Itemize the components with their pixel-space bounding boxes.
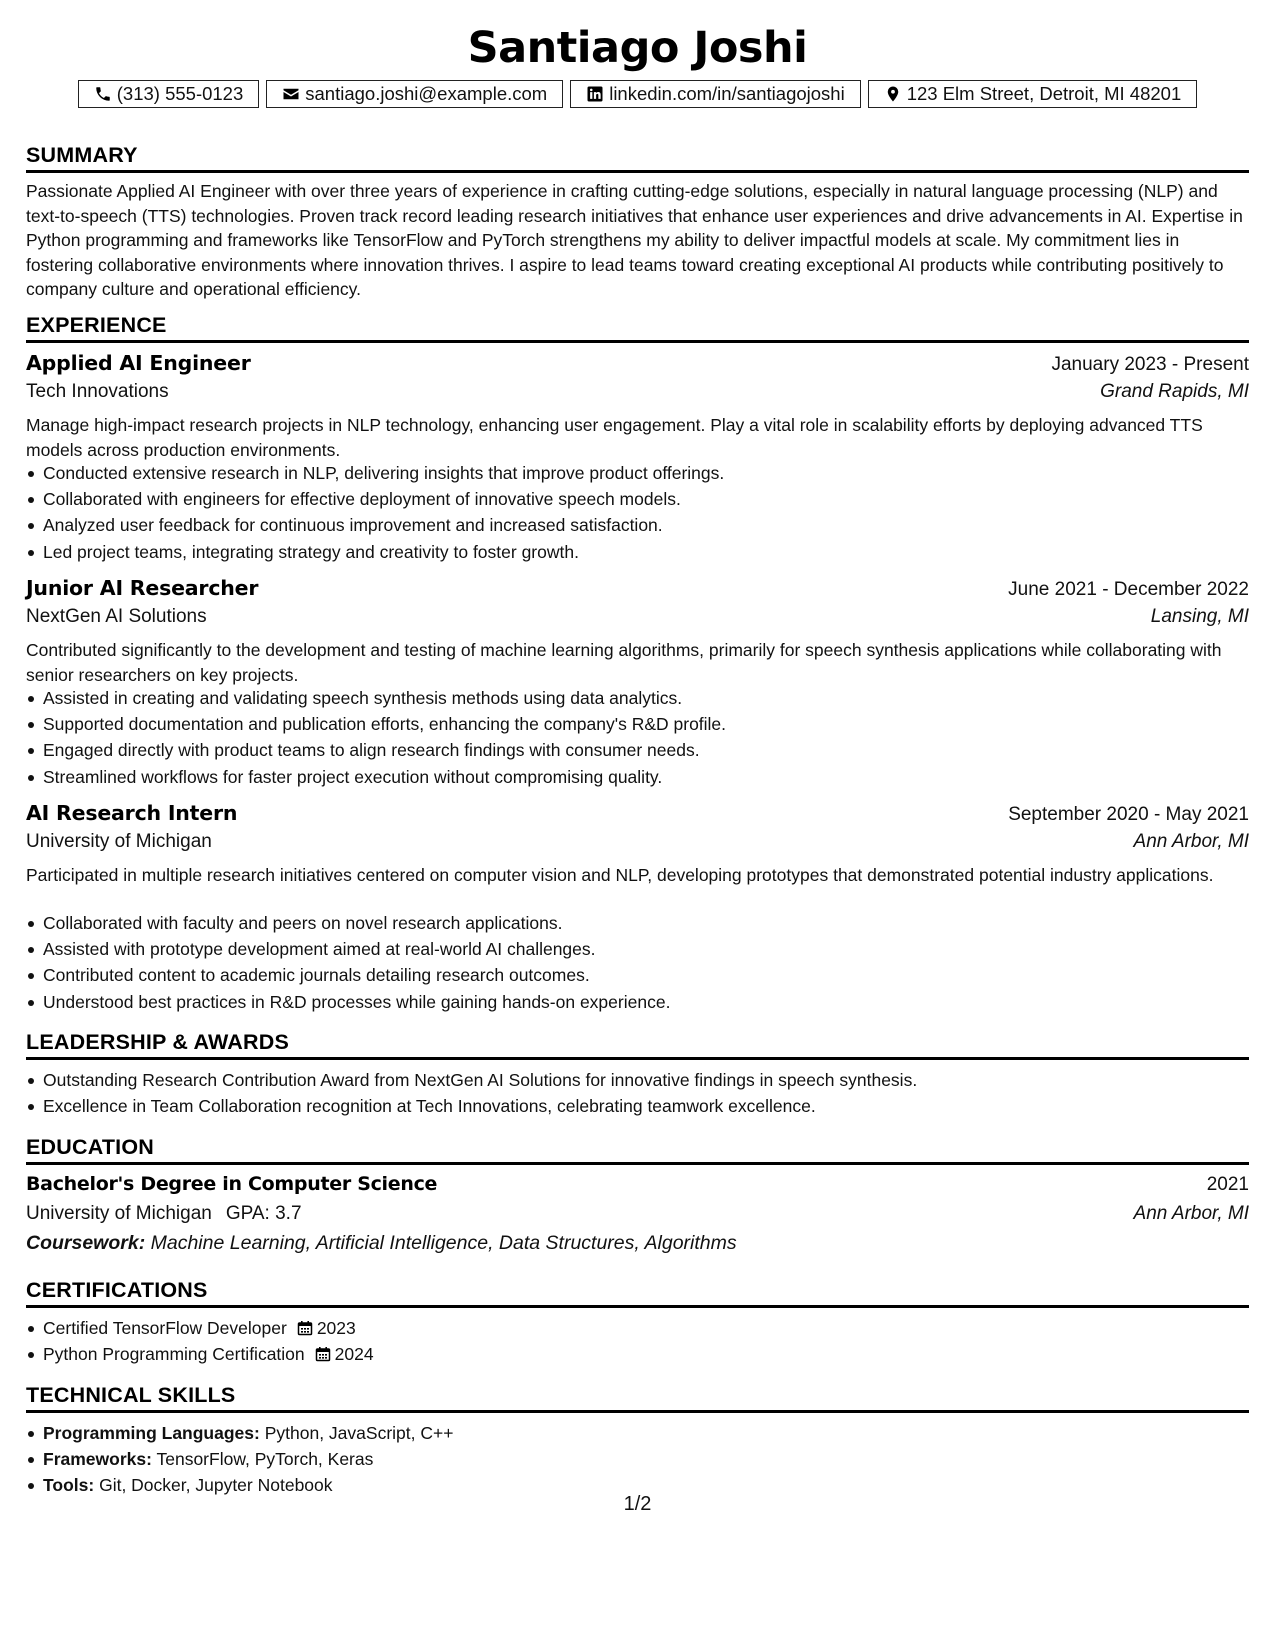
section-divider: [26, 340, 1249, 343]
candidate-name: Santiago Joshi: [467, 23, 808, 73]
phone-icon: [94, 85, 112, 103]
section-divider: [26, 1057, 1249, 1060]
gpa: GPA: 3.7: [225, 1203, 302, 1224]
job-description: Participated in multiple research initiatives centered on computer vision and NLP, developing prototypes that demonstrated potential industry applications.: [26, 865, 1214, 885]
education-header: [26, 1173, 1249, 1196]
skill-value: TensorFlow, PyTorch, Keras: [156, 1449, 374, 1470]
job-company: Tech Innovations: [26, 381, 169, 402]
list-item: Analyzed user feedback for continuous improvement and increased satisfaction.: [26, 513, 1249, 539]
section-title-education: EDUCATION: [26, 1135, 155, 1159]
section-title-leadership: LEADERSHIP & AWARDS: [26, 1030, 290, 1054]
certification-year: 2024: [334, 1344, 374, 1365]
section-title-skills: TECHNICAL SKILLS: [26, 1383, 236, 1407]
email-contact[interactable]: [266, 80, 563, 108]
summary-text: Passionate Applied AI Engineer with over three years of experience in crafting cutting-edge solutions, especially in natural language processing (NLP) and text-to-speech (TTS) technologies. Proven track record leading research initiatives that enhance user experiences and drive advancements in AI. Expertise in Python programming and frameworks like TensorFlow and PyTorch strengthens my ability to deliver impactful models at scale. My commitment lies in fostering collaborative environments where innovation thrives. I aspire to lead teams toward creating exceptional AI products while contributing positively to company culture and operational efficiency.: [26, 181, 1243, 300]
section-divider: [26, 1162, 1249, 1165]
section-divider: [26, 170, 1249, 173]
list-item: [26, 1421, 1249, 1447]
job-header: [26, 576, 1249, 601]
list-item: Conducted extensive research in NLP, delivering insights that improve product offerings.: [26, 461, 1249, 487]
section-title-experience: EXPERIENCE: [26, 313, 167, 337]
page-number: 1/2: [623, 1493, 652, 1515]
job-bullets: [26, 911, 1249, 1016]
job-dates: January 2023 - Present: [1051, 354, 1249, 375]
list-item: Led project teams, integrating strategy and creativity to foster growth.: [26, 540, 1249, 566]
list-item: Collaborated with engineers for effective deployment of innovative speech models.: [26, 487, 1249, 513]
email-text: santiago.joshi@example.com: [305, 83, 548, 104]
list-item: Contributed content to academic journals detailing research outcomes.: [26, 963, 1249, 989]
phone-text: (313) 555-0123: [116, 83, 244, 104]
coursework-list: Machine Learning, Artificial Intelligence, Data Structures, Algorithms: [150, 1232, 737, 1254]
address-contact: [868, 80, 1198, 108]
certifications-list: [26, 1316, 1249, 1368]
list-item: Streamlined workflows for faster project execution without compromising quality.: [26, 765, 1249, 791]
section-title-summary: SUMMARY: [26, 143, 138, 167]
list-item: [26, 1447, 1249, 1473]
section-divider: [26, 1305, 1249, 1308]
list-item: [26, 1316, 1249, 1342]
certification-name: Python Programming Certification: [43, 1344, 305, 1365]
linkedin-text: linkedin.com/in/santiagojoshi: [609, 83, 845, 104]
job-header: [26, 351, 1249, 376]
contact-bar: [26, 80, 1249, 108]
job-title: Junior AI Researcher: [26, 576, 259, 600]
list-item: Assisted in creating and validating speech synthesis methods using data analytics.: [26, 686, 1249, 712]
job-subheader: [26, 606, 1249, 628]
job-company: NextGen AI Solutions: [26, 606, 207, 627]
address-text: 123 Elm Street, Detroit, MI 48201: [906, 83, 1182, 104]
list-item: Supported documentation and publication efforts, enhancing the company's R&D profile.: [26, 712, 1249, 738]
coursework: [26, 1232, 1249, 1255]
skill-label: Frameworks:: [43, 1449, 152, 1470]
map-marker-icon: [884, 85, 902, 103]
job-bullets: [26, 686, 1249, 791]
list-item: Understood best practices in R&D processes while gaining hands-on experience.: [26, 990, 1249, 1016]
certification-year: 2023: [316, 1318, 356, 1338]
list-item: Assisted with prototype development aimed at real-world AI challenges.: [26, 937, 1249, 963]
envelope-icon: [282, 85, 300, 103]
list-item: Outstanding Research Contribution Award from NextGen AI Solutions for innovative findings in speech synthesis.: [26, 1068, 1249, 1094]
job-location: Grand Rapids, MI: [1100, 381, 1249, 402]
skill-value: Python, JavaScript, C++: [264, 1423, 454, 1443]
degree-title: Bachelor's Degree in Computer Science: [26, 1173, 438, 1195]
school-location: Ann Arbor, MI: [1133, 1203, 1249, 1224]
graduation-year: 2021: [1206, 1174, 1249, 1195]
job-header: [26, 801, 1249, 826]
linkedin-contact[interactable]: [570, 80, 861, 108]
job-description: Contributed significantly to the development and testing of machine learning algorithms, primarily for speech synthesis applications while collaborating with senior researchers on key projects.: [26, 640, 1222, 685]
job-description: Manage high-impact research projects in NLP technology, enhancing user engagement. Play a vital role in scalability efforts by deploying advanced TTS models across production environments.: [26, 415, 1203, 460]
job-location: Lansing, MI: [1150, 606, 1249, 627]
list-item: Engaged directly with product teams to align research findings with consumer needs.: [26, 738, 1249, 764]
school-name: University of Michigan: [26, 1203, 212, 1224]
section-title-certifications: CERTIFICATIONS: [26, 1278, 208, 1302]
job-location: Ann Arbor, MI: [1133, 831, 1249, 852]
awards-list: [26, 1068, 1249, 1120]
certification-name: Certified TensorFlow Developer: [43, 1318, 287, 1338]
job-dates: June 2021 - December 2022: [1008, 579, 1249, 600]
skill-label: Programming Languages:: [43, 1423, 260, 1443]
job-dates: September 2020 - May 2021: [1008, 804, 1249, 825]
job-title: AI Research Intern: [26, 801, 238, 825]
coursework-label: Coursework:: [26, 1232, 146, 1254]
education-subheader: [26, 1203, 1249, 1225]
list-item: Collaborated with faculty and peers on novel research applications.: [26, 911, 1249, 937]
job-subheader: [26, 831, 1249, 853]
calendar-icon: [297, 1320, 313, 1336]
resume-page: [26, 0, 1249, 1650]
job-subheader: [26, 381, 1249, 403]
calendar-icon: [315, 1346, 331, 1362]
skill-label: Tools:: [43, 1475, 95, 1496]
job-title: Applied AI Engineer: [26, 351, 251, 375]
job-company: University of Michigan: [26, 831, 212, 852]
skill-value: Git, Docker, Jupyter Notebook: [99, 1475, 333, 1496]
list-item: [26, 1342, 1249, 1368]
section-divider: [26, 1410, 1249, 1413]
skills-list: [26, 1421, 1249, 1500]
linkedin-icon: [586, 85, 604, 103]
phone-contact[interactable]: [78, 80, 260, 108]
list-item: Excellence in Team Collaboration recognition at Tech Innovations, celebrating teamwork excellence.: [26, 1094, 1249, 1120]
job-bullets: [26, 461, 1249, 566]
